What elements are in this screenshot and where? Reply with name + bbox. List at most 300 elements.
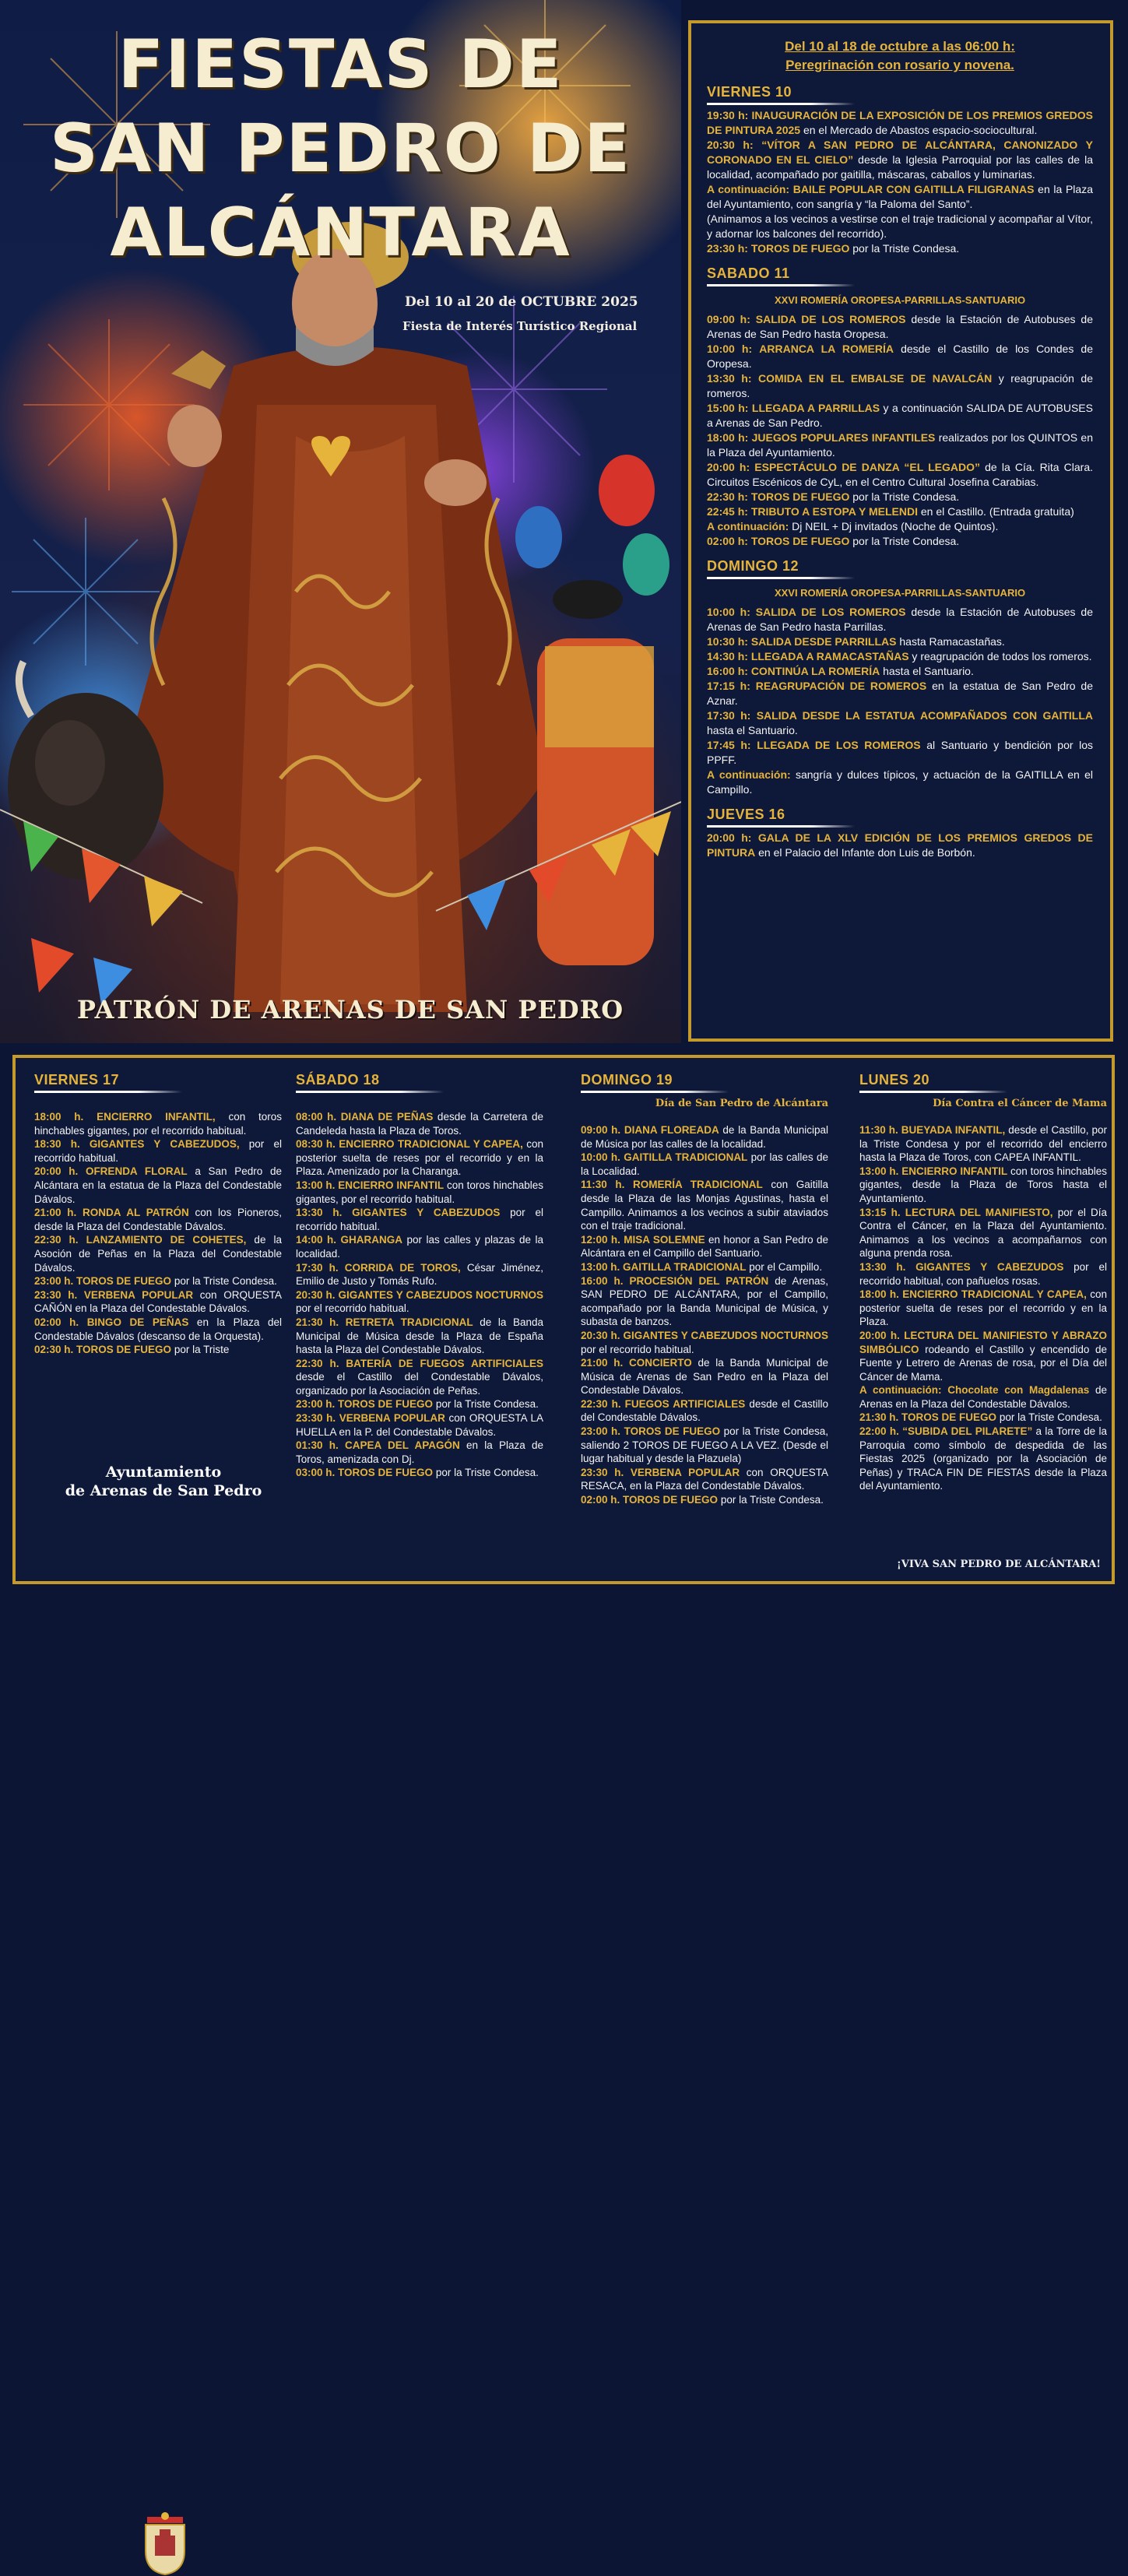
event-description: en la Plaza de Toros, amenizada con Dj. [296,1439,543,1465]
event-item [707,664,1093,679]
event-description: con posterior suelta de reses por el recorrido y en la Plaza. [859,1288,1107,1328]
event-time: 16:00 h: [707,665,748,677]
ayto-line1: Ayuntamiento [105,1464,222,1481]
event-item [859,1123,1107,1165]
event-item [296,1411,543,1439]
event-highlight: TOROS DE FUEGO [623,1494,719,1506]
spacer [34,1096,282,1110]
day-name: JUEVES 16 [707,807,785,822]
event-description: a San Pedro de Alcántara en la estatua de la Plaza del Condestable Dávalos. [34,1165,282,1205]
event-description: por el recorrido habitual. [296,1302,409,1315]
event-time: 19:30 h: [707,109,749,121]
program-right-panel [688,20,1113,1042]
day-subtitle: Día de San Pedro de Alcántara [655,1098,828,1109]
event-time: 01:30 h. [296,1439,339,1452]
day-heading [296,1072,543,1096]
event-highlight: ENCIERRO INFANTIL, [97,1111,216,1123]
event-description: por la Triste Condesa. [433,1467,539,1479]
day-subtitle: XXVI ROMERÍA OROPESA-PARRILLAS-SANTUARIO [774,294,1026,306]
event-description: desde el Castillo del Condestable Dávalos, organizado por la Asociación de Peñas. [296,1371,543,1397]
poster-title-line3: ALCÁNTARA [110,194,571,272]
event-description: desde el Castillo, por la Triste Condesa y por el recorrido del encierro hasta la Plaza de Toros, con CAPEA INFANTIL. [859,1124,1107,1164]
event-description: por el recorrido habitual. [34,1138,282,1164]
event-description: de la Banda Municipal de Música por las calles de la localidad. [581,1124,828,1150]
event-item [296,1397,543,1411]
event-item [859,1425,1107,1493]
day-column-domingo-19 [581,1072,828,1507]
spacer [581,1109,828,1123]
event-highlight: GAITILLA TRADICIONAL [623,1260,747,1273]
event-time: 08:00 h. [296,1111,337,1123]
event-time: 13:00 h. [859,1165,899,1177]
event-time: 11:30 h. [859,1124,898,1136]
event-highlight: ENCIERRO INFANTIL [901,1165,1008,1177]
event-item [707,708,1093,738]
day-heading [707,84,1093,108]
event-time: 18:30 h. [34,1138,80,1151]
event-description: César Jiménez, Emilio de Justo y Tomás Rufo. [296,1261,543,1288]
event-description: en la estatua de San Pedro de Aznar. [707,680,1093,707]
event-item [707,519,1093,534]
event-time: 21:30 h. [859,1411,899,1424]
event-item [707,649,1093,664]
event-time: A continuación: [859,1384,942,1397]
event-description: de la Banda Municipal de Música desde la Plaza de España hasta la Plaza del Condestable Dávalos. [296,1316,543,1356]
event-time: 21:00 h. [581,1357,624,1369]
event-highlight: LANZAMIENTO DE COHETES, [86,1234,247,1246]
event-description: sangría y dulces típicos, y actuación de la GAITILLA en el Campillo. [707,768,1093,796]
event-time: 14:00 h. [296,1234,337,1246]
event-item [707,182,1093,212]
event-highlight: LLEGADA DE LOS ROMEROS [757,739,921,751]
event-highlight: GIGANTES Y CABEZUDOS NOCTURNOS [338,1288,543,1301]
viva-slogan: ¡VIVA SAN PEDRO DE ALCÁNTARA! [897,1559,1101,1570]
event-highlight: SALIDA DESDE LA ESTATUA ACOMPAÑADOS CON GAITILLA [756,709,1093,722]
event-highlight: GAITILLA TRADICIONAL [624,1151,748,1164]
event-time: 23:30 h. [581,1466,624,1478]
event-highlight: COMIDA EN EL EMBALSE DE NAVALCÁN [758,372,993,385]
event-item [707,431,1093,460]
day-name: DOMINGO 19 [581,1072,673,1088]
event-item [296,1206,543,1233]
event-time: 10:00 h: [707,343,753,355]
event-highlight: BATERÍA DE FUEGOS ARTIFICIALES [346,1357,543,1369]
event-description: con posterior suelta de reses por el recorrido y en la Plaza. Amenizado por la Charanga. [296,1138,543,1178]
pilgrimage-lead-1: Del 10 al 18 de octubre a las 06:00 h: [785,39,1015,54]
event-item [34,1206,282,1233]
event-highlight: ENCIERRO INFANTIL [338,1179,445,1191]
event-description: con ORQUESTA LA HUELLA en la P. del Condestable Dávalos. [296,1412,543,1438]
event-item [707,634,1093,649]
event-time: 23:30 h: [707,242,748,255]
event-time: 17:30 h. [296,1261,339,1274]
event-item [581,1397,828,1425]
poster-title-line2: SAN PEDRO DE [50,110,631,188]
event-item [34,1288,282,1316]
event-time: 17:15 h: [707,680,750,692]
event-item [296,1316,543,1357]
event-highlight: SALIDA DESDE PARRILLAS [750,635,897,648]
event-highlight: LLEGADA A RAMACASTAÑAS [750,650,909,662]
event-highlight: OFRENDA FLORAL [85,1165,188,1178]
event-description: por la Triste Condesa, saliendo 2 TOROS DE FUEGO A LA VEZ. (Desde el lugar habitual y desde la Plazuela) [581,1425,828,1465]
day-name: SÁBADO 18 [296,1072,380,1088]
event-highlight: VERBENA POPULAR [339,1412,445,1425]
event-highlight: LLEGADA A PARRILLAS [751,402,880,414]
event-description: desde la Estación de Autobuses de Arenas de San Pedro hasta Oropesa. [707,313,1094,340]
event-highlight: INAUGURACIÓN DE LA EXPOSICIÓN DE LOS PREMIOS GREDOS DE PINTURA 2025 [707,109,1093,136]
event-time: 15:00 h: [707,402,749,414]
event-time: 02:00 h: [707,535,748,547]
event-description: en el Palacio del Infante don Luis de Borbón. [755,846,975,859]
event-description: al Santuario y bendición por los PPFF. [707,739,1093,766]
event-time: 23:30 h. [296,1412,336,1425]
event-description: por el Campillo. [746,1260,823,1273]
event-description: con toros hinchables gigantes, por el recorrido habitual. [34,1111,282,1137]
day-underline [707,577,855,579]
event-highlight: DIANA DE PEÑAS [340,1111,434,1123]
event-highlight: Chocolate con Magdalenas [947,1384,1090,1397]
poster-artwork [0,0,681,1043]
day-name: VIERNES 10 [707,84,792,100]
event-highlight: GHARANGA [340,1234,403,1246]
event-time: 22:30 h. [581,1397,621,1410]
event-item [707,490,1093,504]
day-heading [707,558,1093,582]
event-time: 21:30 h. [296,1316,339,1328]
event-highlight: ENCIERRO TRADICIONAL Y CAPEA, [339,1138,523,1151]
event-time: 12:00 h. [581,1233,620,1246]
event-description: por la Triste Condesa. [849,242,960,255]
event-time: 11:30 h. [581,1179,625,1191]
event-highlight: CORRIDA DE TOROS, [344,1261,461,1274]
event-time: 23:00 h. [34,1275,74,1288]
event-time: 10:00 h: [707,606,750,618]
event-item [296,1233,543,1260]
event-description: hasta el Santuario. [707,724,798,736]
event-highlight: TOROS DE FUEGO [624,1425,721,1438]
event-item [707,534,1093,549]
spacer [859,1109,1107,1123]
event-highlight: ESPECTÁCULO DE DANZA “EL LEGADO” [754,461,981,473]
day-subtitle: Día Contra el Cáncer de Mama [933,1098,1107,1109]
event-time: 18:00 h. [859,1288,899,1301]
event-description: por la Triste Condesa. [718,1494,824,1506]
event-description: desde el Castillo del Condestable Dávalos. [581,1397,828,1424]
event-time: 20:30 h. [581,1329,620,1341]
event-item [296,1137,543,1179]
event-description: por la Triste Condesa. [171,1275,277,1288]
event-description: en el Mercado de Abastos espacio-sociocultural. [800,124,1038,136]
event-highlight: TOROS DE FUEGO [750,535,850,547]
event-time: 13:00 h. [581,1260,620,1273]
day-heading [707,265,1093,290]
event-time: 23:00 h. [296,1398,336,1411]
event-item [859,1206,1107,1260]
event-description: y reagrupación de todos los romeros. [908,650,1092,662]
event-highlight: TOROS DE FUEGO [750,490,850,503]
event-highlight: TOROS DE FUEGO [901,1411,997,1424]
event-time: 22:30 h: [707,490,748,503]
event-item [34,1110,282,1137]
event-highlight: BINGO DE PEÑAS [86,1316,189,1328]
event-item [707,108,1093,138]
event-time: 22:30 h. [34,1234,79,1246]
day-heading [581,1072,828,1096]
event-time: 22:00 h. [859,1425,899,1438]
event-highlight: “SUBIDA DEL PILARETE” [902,1425,1033,1438]
day-underline [707,825,855,828]
event-description: hasta el Santuario. [880,665,974,677]
event-item [581,1356,828,1397]
event-description: con toros hinchables gigantes, por el recorrido habitual. [296,1179,543,1205]
event-item [296,1466,543,1480]
event-description: rodeando el Castillo y encendido de Fuente y Letrero de Arenas de rosa, por el Día del Cáncer de Mama. [859,1343,1107,1383]
event-description: de Arenas, SAN PEDRO DE ALCÁNTARA, por el Campillo, acompañado por la Banda Municipal de Música, y subasta de banzos. [581,1274,828,1328]
event-highlight: “VÍTOR A SAN PEDRO DE ALCÁNTARA, CANONIZADO Y CORONADO EN EL CIELO” [707,139,1093,166]
event-description: de la Asoción de Peñas en la Plaza del Condestable Dávalos. [34,1234,282,1274]
event-description: por las calles de la Localidad. [581,1151,828,1177]
event-highlight: TRIBUTO A ESTOPA Y MELENDI [750,505,918,518]
event-highlight: TOROS DE FUEGO [338,1398,434,1411]
event-item [707,371,1093,401]
event-item [34,1233,282,1274]
event-highlight: ARRANCA LA ROMERÍA [759,343,894,355]
event-item [859,1288,1107,1329]
event-description: desde la Iglesia Parroquial por las calles de la localidad, acompañado por gaitilla, máscaras, caballos y luminarias. [707,153,1093,181]
day-heading [859,1072,1107,1096]
event-highlight: ENCIERRO TRADICIONAL Y CAPEA, [902,1288,1087,1301]
event-item [581,1425,828,1466]
day-underline [707,284,855,286]
event-item [581,1123,828,1151]
event-item [296,1110,543,1137]
event-highlight: GIGANTES Y CABEZUDOS [352,1207,501,1219]
event-item [581,1178,828,1232]
event-time: 18:00 h. [34,1111,84,1123]
event-item [581,1274,828,1329]
event-time: 09:00 h: [707,313,750,325]
event-item [34,1343,282,1357]
event-description: por la Triste Condesa. [849,490,960,503]
day-name: LUNES 20 [859,1072,930,1088]
event-highlight: VERBENA POPULAR [630,1466,740,1478]
event-item [296,1288,543,1316]
event-item [581,1493,828,1507]
event-item [581,1151,828,1178]
day-column-sabado-18 [296,1072,543,1480]
event-time: A continuación: [707,520,789,532]
event-time: 13:30 h. [296,1207,343,1219]
day-name: SABADO 11 [707,265,790,281]
event-highlight: GIGANTES Y CABEZUDOS, [89,1138,240,1151]
event-item [581,1466,828,1493]
event-item [707,504,1093,519]
event-time: A continuación: [707,768,791,781]
ayuntamiento-name [47,1463,280,1500]
event-time: 23:30 h. [34,1288,78,1301]
event-description: en el Castillo. (Entrada gratuita) [918,505,1074,518]
event-highlight: JUEGOS POPULARES INFANTILES [751,431,936,444]
event-description: desde la Estación de Autobuses de Arenas de San Pedro hasta Parrillas. [707,606,1094,633]
event-time: 23:00 h. [581,1425,621,1438]
event-highlight: MISA SOLEMNE [624,1233,705,1246]
event-item [707,460,1093,490]
event-description: por el recorrido habitual, con pañuelos rosas. [859,1260,1107,1287]
event-highlight: REAGRUPACIÓN DE ROMEROS [755,680,927,692]
event-highlight: LECTURA DEL MANIFIESTO, [905,1206,1053,1218]
right-days-list [707,84,1093,860]
event-highlight: CONCIERTO [629,1357,692,1369]
event-highlight: CONTINÚA LA ROMERÍA [750,665,880,677]
event-time: 10:00 h. [581,1151,620,1164]
event-description: por el Día Contra el Cáncer, en la Plaza del Ayuntamiento. Animamos a los vecinos a acompañarnos con alguna prenda rosa. [859,1206,1107,1260]
town-crest-icon [142,2512,188,2576]
event-description: desde la Carretera de Candeleda hasta la Plaza de Toros. [296,1111,543,1137]
event-description: realizados por los QUINTOS en la Plaza del Ayuntamiento. [707,431,1093,459]
event-item [707,342,1093,371]
spacer [296,1096,543,1110]
event-time: 21:00 h. [34,1207,77,1219]
event-item [581,1329,828,1356]
event-description: en la Plaza del Condestable Dávalos (descanso de la Orquesta). [34,1316,282,1342]
event-time: 20:30 h: [707,139,754,151]
event-description: en honor a San Pedro de Alcántara en el Campillo del Santuario. [581,1233,828,1260]
event-item [296,1261,543,1288]
event-time: 16:00 h. [581,1274,624,1287]
event-highlight: LECTURA DEL MANIFIESTO Y ABRAZO SIMBÓLICO [859,1329,1107,1355]
day-column-viernes-17 [34,1072,282,1357]
event-highlight: CAPEA DEL APAGÓN [345,1439,460,1452]
event-item [859,1383,1107,1411]
day-heading [707,807,1093,831]
event-description: por la Triste [171,1344,230,1356]
event-description: por el recorrido habitual. [581,1343,694,1355]
event-item [34,1165,282,1206]
day-heading [34,1072,282,1096]
event-time: 22:45 h: [707,505,748,518]
event-description: con ORQUESTA CAÑÓN en la Plaza del Condestable Dávalos. [34,1288,282,1315]
event-item [296,1179,543,1206]
event-time: A continuación: [707,183,790,195]
event-time: 14:30 h: [707,650,748,662]
event-time: 02:00 h. [34,1316,79,1328]
event-time: 09:00 h. [581,1124,621,1136]
event-description: con ORQUESTA RESACA, en la Plaza del Condestable Dávalos. [581,1466,828,1492]
event-description: Dj NEIL + Dj invitados (Noche de Quintos). [792,520,999,532]
event-item [34,1274,282,1288]
event-highlight: RETRETA TRADICIONAL [345,1316,473,1328]
event-time: 17:30 h: [707,709,751,722]
event-item [34,1137,282,1165]
event-item [296,1439,543,1466]
event-highlight: TOROS DE FUEGO [338,1467,434,1479]
event-time: 18:00 h: [707,431,749,444]
event-description: con toros hinchables gigantes, desde la Plaza de Toros hasta el Ayuntamiento. [859,1165,1107,1204]
patron-caption: PATRÓN DE ARENAS DE SAN PEDRO [76,995,624,1024]
day-underline [707,103,855,105]
event-time: 10:30 h: [707,635,748,648]
event-highlight: TOROS DE FUEGO [750,242,850,255]
event-item [707,605,1093,634]
ayto-line2: de Arenas de San Pedro [65,1482,262,1499]
event-item [581,1233,828,1260]
event-item [707,738,1093,768]
event-item [859,1411,1107,1425]
event-description: hasta Ramacastañas. [896,635,1005,648]
event-time: 03:00 h. [296,1467,336,1479]
event-description: por la Triste Condesa. [996,1411,1102,1424]
event-description: (Animamos a los vecinos a vestirse con el traje tradicional y acompañar al Vítor, y adornar los balcones del recorrido). [707,213,1093,240]
event-highlight: TOROS DE FUEGO [76,1275,172,1288]
event-highlight: BAILE POPULAR CON GAITILLA FILIGRANAS [792,183,1035,195]
event-item [707,241,1093,256]
event-description: por las calles y plazas de la localidad. [296,1234,543,1260]
event-time: 08:30 h. [296,1138,336,1151]
event-description: con Gaitilla desde la Plaza de las Monjas Agustinas, hasta el Campillo. Animamos a los vecinos a subir ataviados con el traje tradicional. [581,1179,828,1232]
event-description: y a continuación SALIDA DE AUTOBUSES a Arenas de San Pedro. [707,402,1093,429]
event-description: de la Cía. Rita Clara. Circuitos Escénicos de CyL, en el Centro Cultural Josefina Carabias. [707,461,1094,488]
day-underline [34,1091,182,1093]
event-time: 20:00 h. [34,1165,79,1178]
event-time: 13:30 h. [859,1260,906,1273]
day-underline [581,1091,729,1093]
event-item [707,212,1093,241]
event-description: por el recorrido habitual. [296,1207,543,1232]
event-highlight: SALIDA DE LOS ROMEROS [755,606,906,618]
poster-title-line1: FIESTAS DE [118,26,564,104]
event-item [707,312,1093,342]
day-name: VIERNES 17 [34,1072,120,1088]
event-time: 20:00 h: [707,461,750,473]
event-item [581,1260,828,1274]
event-highlight: TOROS DE FUEGO [76,1344,172,1356]
event-item [707,401,1093,431]
event-description: de la Banda Municipal de Música de Arenas de San Pedro en la Plaza del Condestable Dávalos. [581,1357,828,1397]
program-bottom-panel [12,1055,1115,1584]
event-highlight: GIGANTES Y CABEZUDOS NOCTURNOS [623,1329,828,1341]
event-description: en la Plaza del Ayuntamiento, con sangría y “la Paloma del Santo”. [707,183,1093,210]
event-time: 02:00 h. [581,1494,620,1506]
event-description: por la Triste Condesa. [433,1398,539,1411]
event-time: 13:00 h. [296,1179,336,1191]
day-subtitle: XXVI ROMERÍA OROPESA-PARRILLAS-SANTUARIO [774,587,1026,599]
event-time: 02:30 h. [34,1344,74,1356]
event-highlight: GALA DE LA XLV EDICIÓN DE LOS PREMIOS GREDOS DE PINTURA [707,831,1093,859]
event-description: con los Pioneros, desde la Plaza del Condestable Dávalos. [34,1207,282,1232]
pilgrimage-lead-2: Peregrinación con rosario y novena. [785,58,1014,72]
event-highlight: BUEYADA INFANTIL, [901,1124,1006,1136]
event-highlight: VERBENA POPULAR [83,1288,194,1301]
event-description: por la Triste Condesa. [849,535,960,547]
day-underline [296,1091,444,1093]
event-description: de Arenas en la Plaza del Condestable Dávalos. [859,1384,1107,1410]
event-highlight: GIGANTES Y CABEZUDOS [915,1260,1064,1273]
event-description: y reagrupación de romeros. [707,372,1094,399]
event-description: a la Torre de la Parroquia como símbolo de despedida de las Fiestas 2025 (organizado por la Asociación de Peñas) y TRACA FIN DE FIESTAS desde la Plaza del Ayuntamiento. [859,1425,1107,1492]
festival-dates: Del 10 al 20 de OCTUBRE 2025 [405,294,638,310]
event-item [859,1165,1107,1206]
event-time: 20:30 h. [296,1288,336,1301]
day-column-lunes-20 [859,1072,1107,1493]
event-item [707,768,1093,797]
event-highlight: RONDA AL PATRÓN [83,1207,189,1219]
event-highlight: FUEGOS ARTIFICIALES [624,1397,746,1410]
event-highlight: SALIDA DE LOS ROMEROS [755,313,906,325]
event-item [707,831,1093,860]
event-time: 13:30 h: [707,372,752,385]
event-time: 20:00 h. [859,1329,900,1341]
